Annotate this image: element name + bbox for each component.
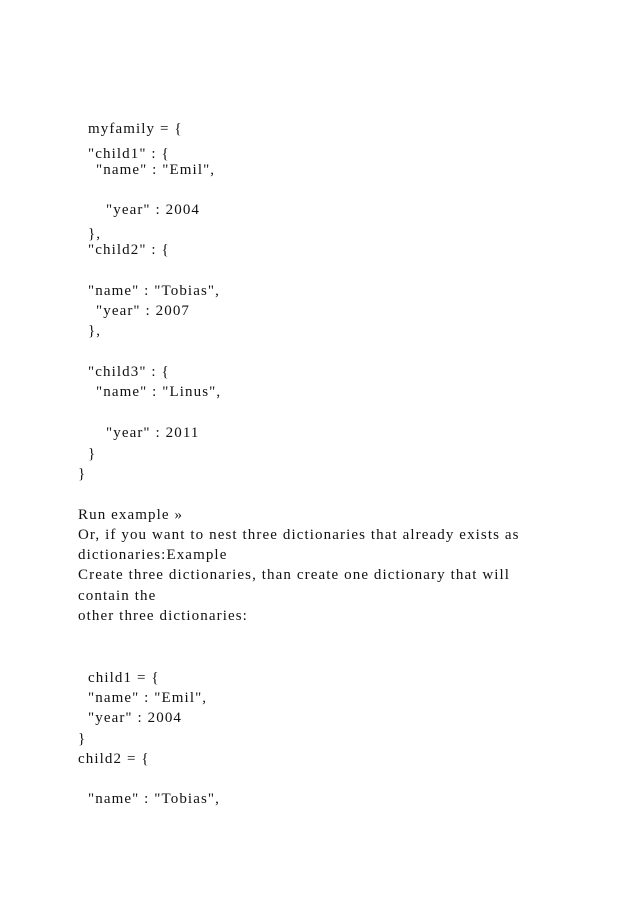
code-line: }, (88, 226, 102, 242)
code-line: "child2" : { (88, 242, 170, 258)
body-text-line: Or, if you want to nest three dictionaries that already exists as (78, 527, 520, 543)
body-text-line: dictionaries:Example (78, 547, 228, 563)
code-line: } (88, 446, 97, 462)
code-line: "year" : 2004 (106, 202, 201, 218)
code-line: }, (88, 323, 102, 339)
code-line: "child1" : { (88, 146, 170, 162)
code-line: "year" : 2004 (88, 710, 183, 726)
code-line: } (78, 731, 87, 747)
code-line: myfamily = { (88, 121, 183, 137)
code-line: "year" : 2007 (96, 303, 191, 319)
code-line: "name" : "Tobias", (88, 283, 220, 299)
code-line: child1 = { (88, 670, 160, 686)
body-text-line: other three dictionaries: (78, 608, 248, 624)
body-text-line: contain the (78, 588, 157, 604)
code-line: "name" : "Tobias", (88, 791, 220, 807)
code-line: "name" : "Emil", (96, 162, 216, 178)
code-line: "name" : "Linus", (96, 384, 222, 400)
code-line: "year" : 2011 (106, 425, 200, 441)
code-line: } (78, 466, 87, 482)
code-line: child2 = { (78, 751, 150, 767)
code-line: "name" : "Emil", (88, 690, 208, 706)
run-example-link[interactable]: Run example » (78, 507, 184, 523)
body-text-line: Create three dictionaries, than create one dictionary that will (78, 567, 511, 583)
code-line: "child3" : { (88, 364, 170, 380)
